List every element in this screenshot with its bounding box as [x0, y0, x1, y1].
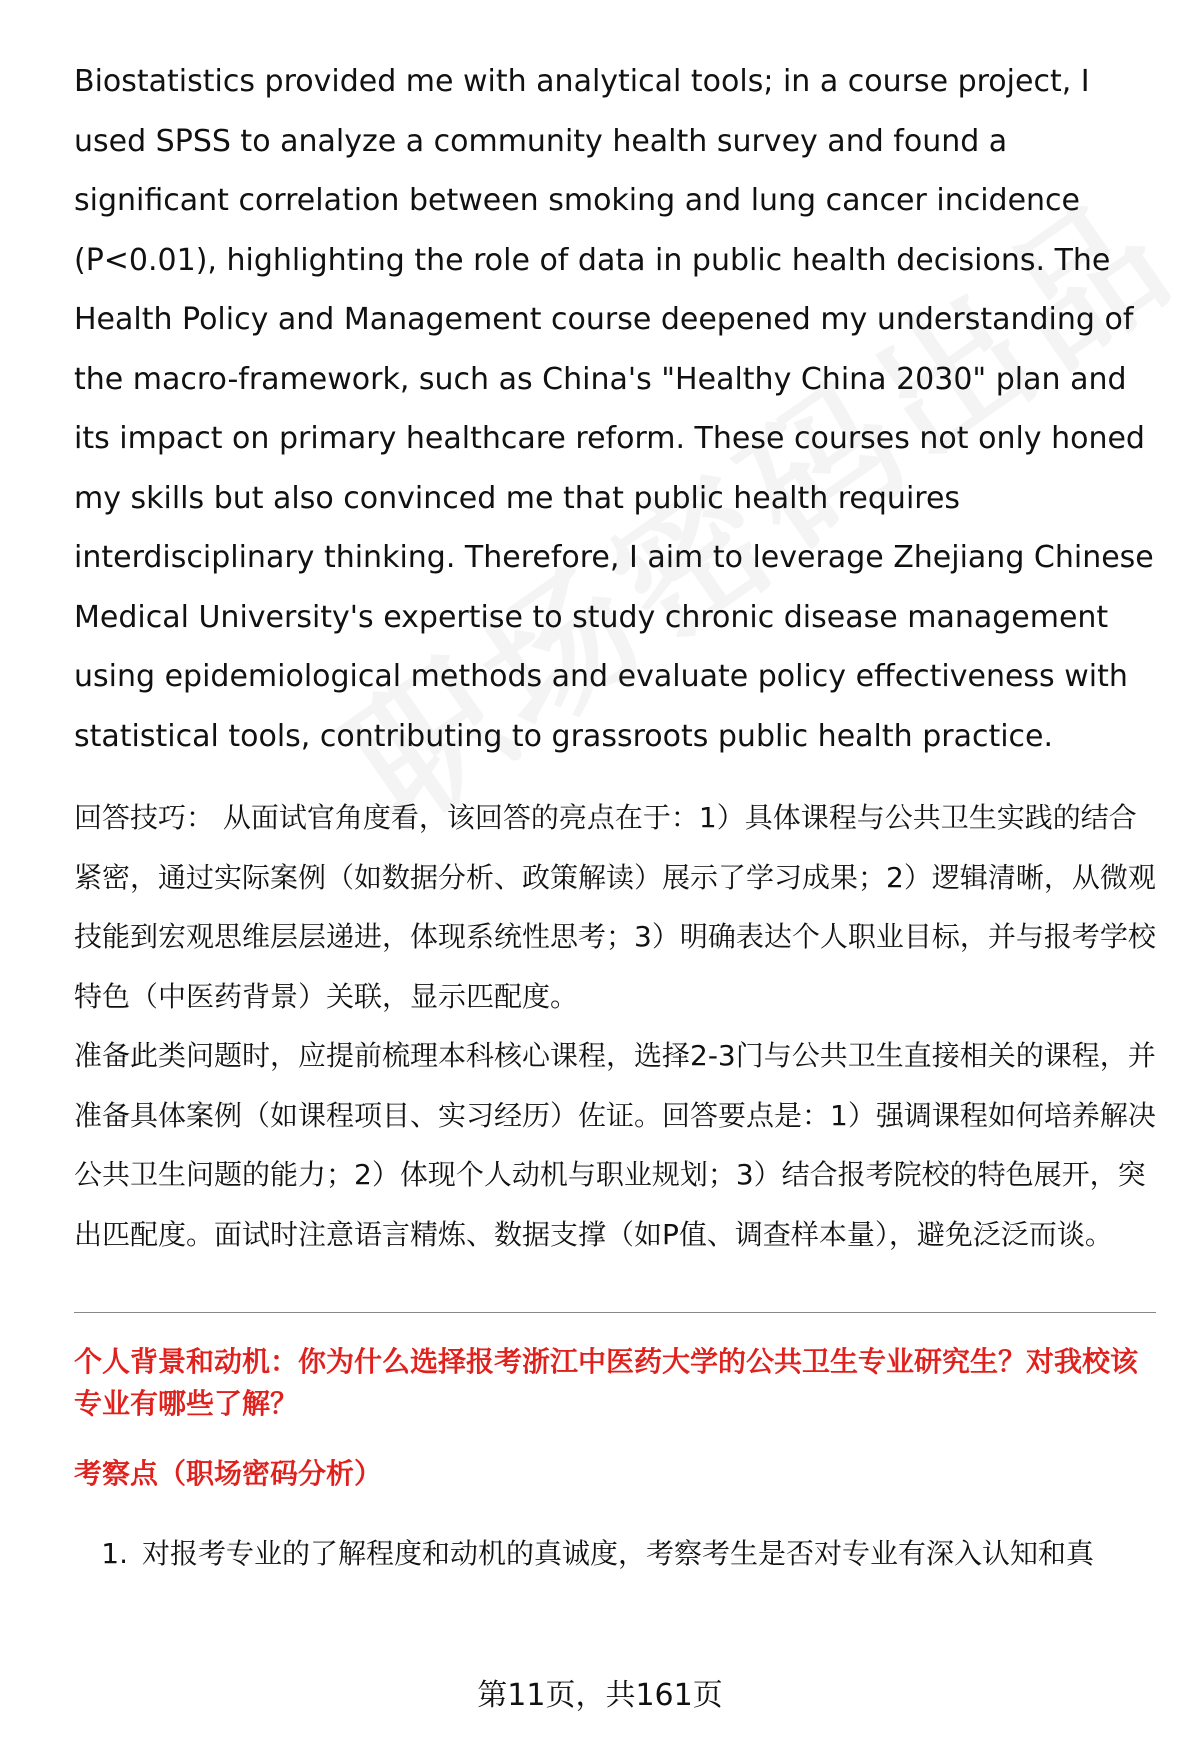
assessment-points-list [74, 1533, 1159, 1575]
question-title: 个人背景和动机：你为什么选择报考浙江中医药大学的公共卫生专业研究生？对我校该专业有哪些了解？ [74, 1345, 1139, 1420]
section-divider [74, 1312, 1156, 1313]
english-answer-paragraph: Biostatistics provided me with analytical tools; in a course project, I used SPSS to analyze a community health survey and found a significant correlation between smoking and lung cancer incidence (P<0.01), highlighting the role of data in public health decisions. The Health Policy and Management course deepened my understanding of the macro-framework, such as China's "Healthy China 2030" plan and its impact on primary healthcare reform. These courses not only honed my skills but also convinced me that public health requires interdisciplinary thinking. Therefore, I aim to leverage Zhejiang Chinese Medical University's expertise to study chronic disease management using epidemiological methods and evaluate policy effectiveness with statistical tools, contributing to grassroots public health practice. [74, 64, 1154, 754]
assessment-points-heading: 考察点（职场密码分析） [74, 1457, 383, 1490]
answer-tips-section [74, 788, 1159, 1264]
list-item-text: 对报考专业的了解程度和动机的真诚度，考察考生是否对专业有深入认知和真 [142, 1537, 1095, 1570]
document-page [74, 52, 1159, 1575]
list-item [74, 1533, 1159, 1575]
page-number-footer: 第11页，共161页 [477, 1678, 723, 1713]
preparation-advice-paragraph: 准备此类问题时，应提前梳理本科核心课程，选择2-3门与公共卫生直接相关的课程，并准备具体案例（如课程项目、实习经历）佐证。回答要点是：1）强调课程如何培养解决公共卫生问题的能力；2）体现个人动机与职业规划；3）结合报考院校的特色展开，突出匹配度。面试时注意语言精炼、数据支撑（如P值、调查样本量），避免泛泛而谈。 [74, 1039, 1156, 1251]
list-item-number: 1. [101, 1537, 128, 1570]
answer-tips-paragraph: 回答技巧： 从面试官角度看，该回答的亮点在于：1）具体课程与公共卫生实践的结合紧密，通过实际案例（如数据分析、政策解读）展示了学习成果；2）逻辑清晰，从微观技能到宏观思维层层递进，体现系统性思考；3）明确表达个人职业目标，并与报考学校特色（中医药背景）关联，显示匹配度。 [74, 801, 1156, 1013]
